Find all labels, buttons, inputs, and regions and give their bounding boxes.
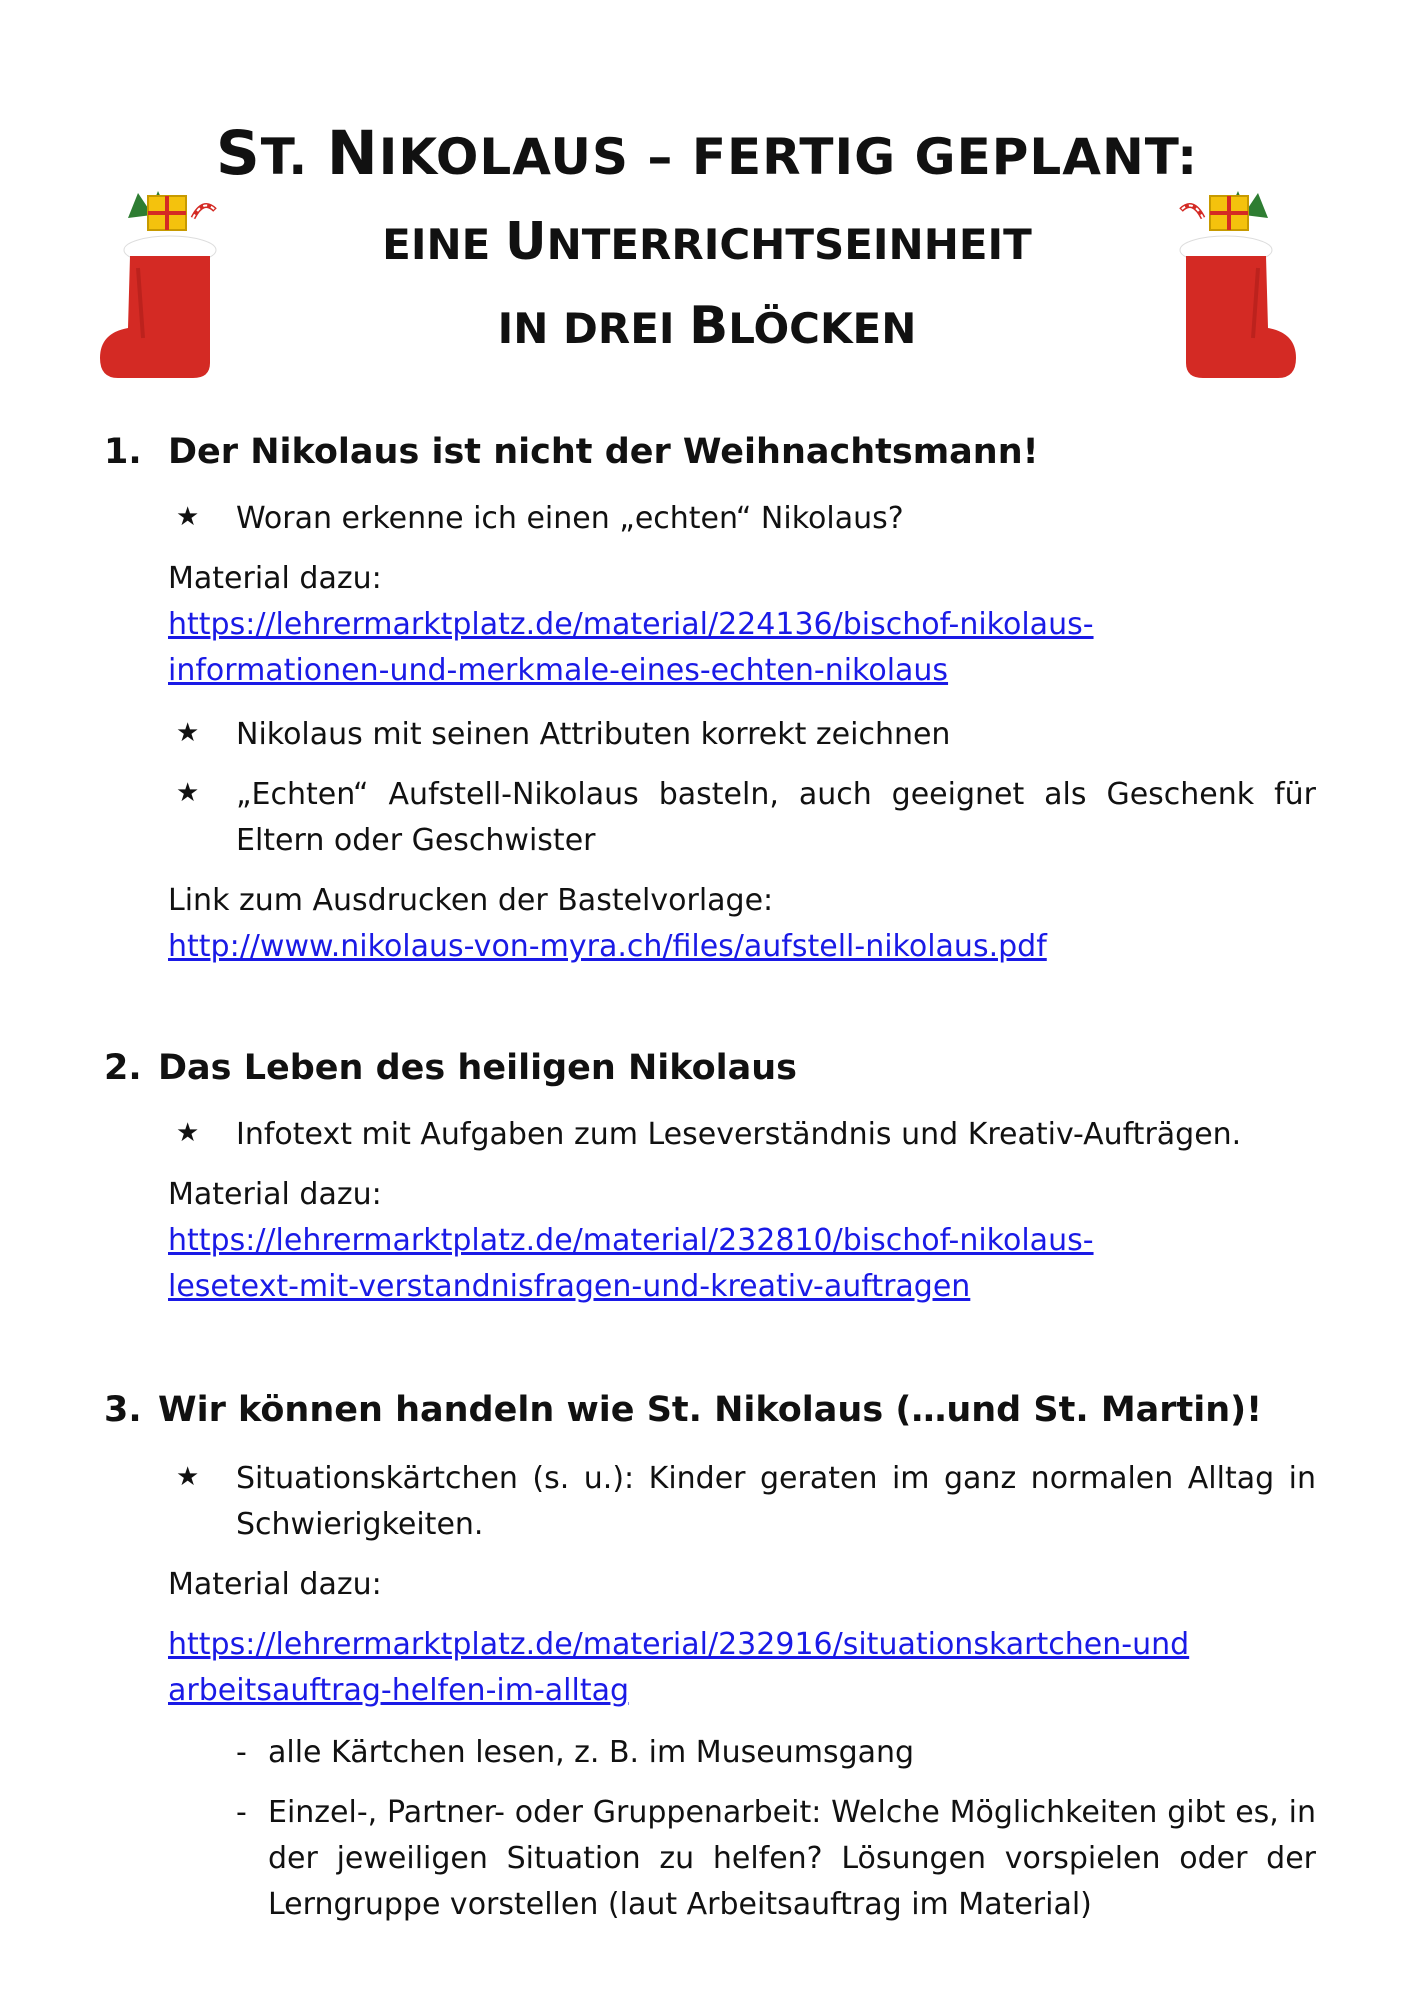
material-link-232916-line-1[interactable]: https://lehrermarktplatz.de/material/232916/situationskartchen-und xyxy=(168,1627,1190,1662)
section-1-heading: Der Nikolaus ist nicht der Weihnachtsmann! xyxy=(168,432,1039,472)
bastelvorlage-link[interactable]: http://www.nikolaus-von-myra.ch/files/aufstell-nikolaus.pdf xyxy=(168,929,1047,964)
bullet-zeichnen: Nikolaus mit seinen Attributen korrekt zeichnen xyxy=(236,717,951,752)
star-icon: ★ xyxy=(176,1118,200,1148)
dash-item-gruppenarbeit: Einzel-, Partner- oder Gruppenarbeit: Welche Möglichkeiten gibt es, in der jeweiligen Situation zu helfen? Lösungen vorspielen oder der Lerngruppe vorstellen (laut Arbeitsauftrag im Material) xyxy=(268,1795,1316,1922)
dash-icon: - xyxy=(236,1795,247,1830)
nikolaus-boot-icon xyxy=(98,188,238,388)
bullet-infotext: Infotext mit Aufgaben zum Leseverständnis und Kreativ-Aufträgen. xyxy=(236,1117,1242,1152)
material-link-232810-line-1[interactable]: https://lehrermarktplatz.de/material/232810/bischof-nikolaus- xyxy=(168,1223,1094,1258)
material-label: Material dazu: xyxy=(168,561,382,596)
material-label: Material dazu: xyxy=(168,1567,382,1602)
material-link-224136-line-1[interactable]: https://lehrermarktplatz.de/material/224136/bischof-nikolaus- xyxy=(168,607,1094,642)
bullet-situationskaertchen: Situationskärtchen (s. u.): Kinder geraten im ganz normalen Alltag in Schwierigkeiten. xyxy=(236,1461,1316,1542)
section-2-number: 2. xyxy=(104,1048,142,1088)
star-icon: ★ xyxy=(176,502,200,532)
star-icon: ★ xyxy=(176,778,200,808)
material-link-224136-line-2[interactable]: informationen-und-merkmale-eines-echten-nikolaus xyxy=(168,653,949,688)
print-label: Link zum Ausdrucken der Bastelvorlage: xyxy=(168,883,774,918)
dash-icon: - xyxy=(236,1735,247,1770)
title-line-2: EINE UNTERRICHTSEINHEIT xyxy=(382,212,1032,272)
bullet-basteln: „Echten“ Aufstell-Nikolaus basteln, auch geeignet als Geschenk für Eltern oder Geschwister xyxy=(236,777,1316,858)
dash-item-kaertchen-lesen: alle Kärtchen lesen, z. B. im Museumsgang xyxy=(268,1735,915,1770)
star-icon: ★ xyxy=(176,1462,200,1492)
material-link-232810-line-2[interactable]: lesetext-mit-verstandnisfragen-und-kreativ-auftragen xyxy=(168,1269,971,1304)
section-2-heading: Das Leben des heiligen Nikolaus xyxy=(158,1048,798,1088)
section-3-number: 3. xyxy=(104,1390,142,1430)
material-label: Material dazu: xyxy=(168,1177,382,1212)
title-line-3: IN DREI BLÖCKEN xyxy=(497,296,917,356)
section-1-number: 1. xyxy=(104,432,142,472)
star-icon: ★ xyxy=(176,718,200,748)
title-line-1: ST. NIKOLAUS – FERTIG GEPLANT: xyxy=(215,118,1199,189)
material-link-232916-line-2[interactable]: arbeitsauftrag-helfen-im-alltag xyxy=(168,1673,630,1708)
section-3-heading: Wir können handeln wie St. Nikolaus (…und St. Martin)! xyxy=(158,1390,1263,1430)
nikolaus-boot-icon xyxy=(1158,188,1298,388)
bullet-echter-nikolaus: Woran erkenne ich einen „echten“ Nikolaus? xyxy=(236,501,904,536)
